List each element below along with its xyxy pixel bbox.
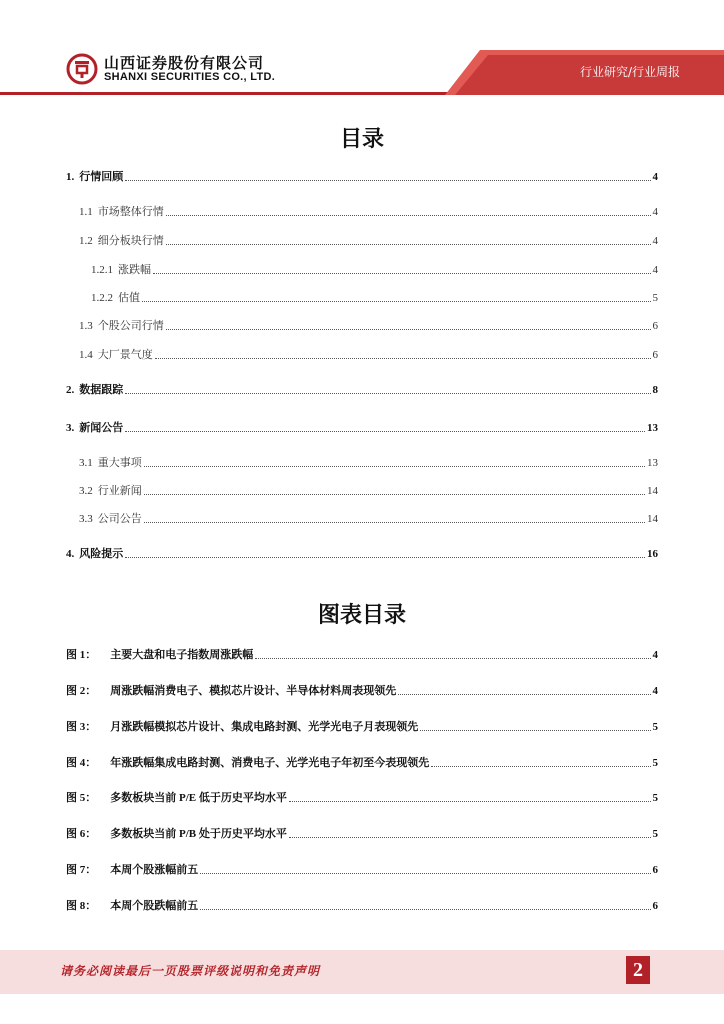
figure-entry[interactable]: 图 2： 周涨跌幅消费电子、模拟芯片设计、半导体材料周表现领先 4	[66, 685, 658, 697]
toc-entry[interactable]: 3.2 行业新闻 14	[79, 485, 658, 497]
toc-entry[interactable]: 1. 行情回顾 4	[66, 171, 658, 183]
toc-page-number: 6	[652, 320, 658, 332]
figure-page-number: 4	[652, 649, 658, 661]
figure-page-number: 5	[652, 828, 658, 840]
toc-entry[interactable]: 1.2 细分板块行情 4	[79, 235, 658, 247]
company-name-cn: 山西证券股份有限公司	[104, 54, 265, 72]
toc-entry[interactable]: 1.2.1 涨跌幅 4	[91, 264, 658, 276]
toc-entry[interactable]: 3.3 公司公告 14	[79, 513, 658, 525]
toc-entry[interactable]: 4. 风险提示 16	[66, 548, 658, 560]
toc-title: 目录	[339, 127, 384, 152]
toc-entry[interactable]: 3. 新闻公告 13	[66, 422, 658, 434]
figure-page-number: 6	[652, 864, 658, 876]
toc-page-number: 5	[652, 292, 658, 304]
toc-page-number: 13	[647, 422, 658, 434]
toc-page-number: 6	[652, 349, 658, 361]
toc-page-number: 14	[647, 513, 658, 525]
figure-entry[interactable]: 图 7： 本周个股涨幅前五 6	[66, 864, 658, 876]
figure-entry[interactable]: 图 1： 主要大盘和电子指数周涨跌幅 4	[66, 649, 658, 661]
figure-entry[interactable]: 图 5： 多数板块当前 P/E 低于历史平均水平 5	[66, 792, 658, 804]
figure-entry[interactable]: 图 6： 多数板块当前 P/B 处于历史平均水平 5	[66, 828, 658, 840]
figure-entry[interactable]: 图 3： 月涨跌幅模拟芯片设计、集成电路封测、光学光电子月表现领先 5	[66, 721, 658, 733]
figure-page-number: 4	[652, 685, 658, 697]
toc-page-number: 4	[652, 264, 658, 276]
toc-page-number: 4	[652, 235, 658, 247]
figure-page-number: 6	[652, 900, 658, 912]
footer-disclaimer: 请务必阅读最后一页股票评级说明和免责声明	[60, 964, 321, 978]
toc-entry[interactable]: 1.2.2 估值 5	[91, 292, 658, 304]
toc-entry[interactable]: 3.1 重大事项 13	[79, 457, 658, 469]
toc-entry[interactable]: 1.4 大厂景气度 6	[79, 349, 658, 361]
figure-list-title: 图表目录	[317, 603, 406, 628]
report-type-label: 行业研究/行业周报	[579, 65, 680, 79]
figure-entry[interactable]: 图 4： 年涨跌幅集成电路封测、消费电子、光学光电子年初至今表现领先 5	[66, 757, 658, 769]
toc-page-number: 8	[652, 384, 658, 396]
page-number: 2	[626, 956, 650, 984]
toc-page-number: 16	[647, 548, 658, 560]
figure-page-number: 5	[652, 792, 658, 804]
figure-entry[interactable]: 图 8： 本周个股跌幅前五 6	[66, 900, 658, 912]
figure-page-number: 5	[652, 757, 658, 769]
page-header	[0, 0, 724, 100]
toc-page-number: 4	[652, 206, 658, 218]
toc-entry[interactable]: 1.3 个股公司行情 6	[79, 320, 658, 332]
toc-page-number: 14	[647, 485, 658, 497]
figure-page-number: 5	[652, 721, 658, 733]
company-name-en: SHANXI SECURITIES CO., LTD.	[104, 71, 276, 83]
toc-page-number: 13	[647, 457, 658, 469]
toc-page-number: 4	[652, 171, 658, 183]
toc-entry[interactable]: 1.1 市场整体行情 4	[79, 206, 658, 218]
toc-entry[interactable]: 2. 数据跟踪 8	[66, 384, 658, 396]
